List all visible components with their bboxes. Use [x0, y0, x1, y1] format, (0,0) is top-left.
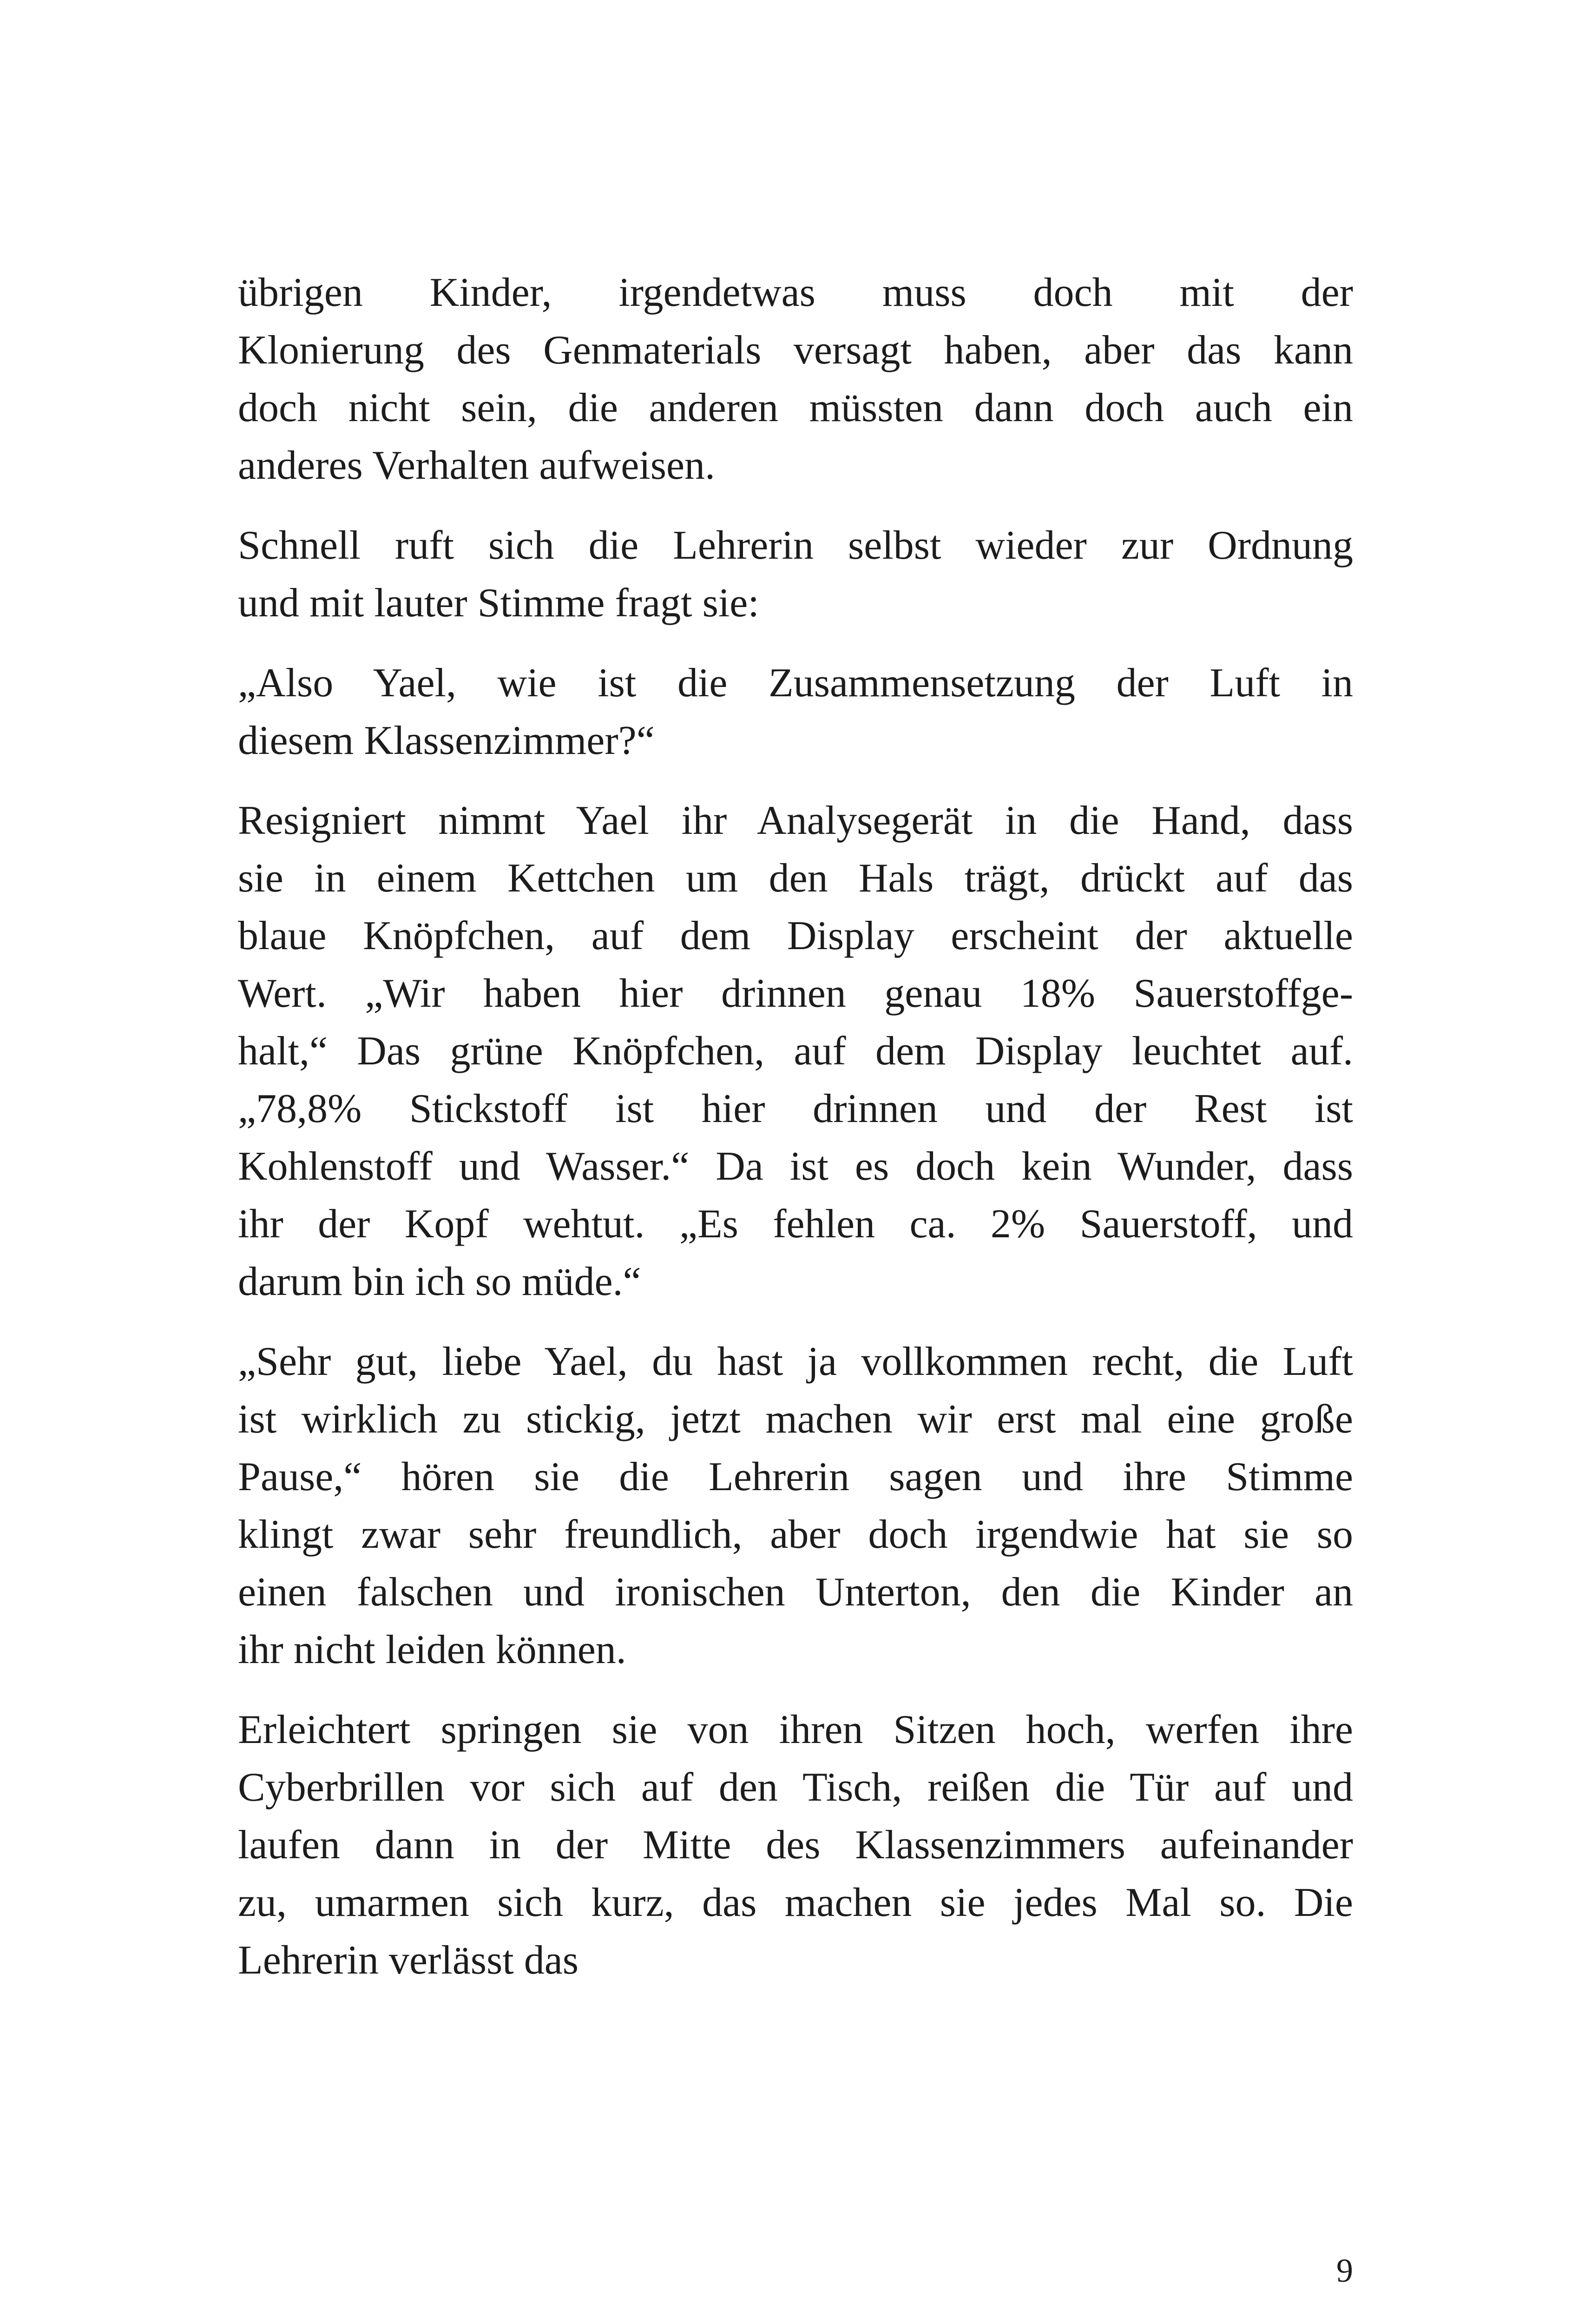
- text-line: anderes Verhalten aufweisen.: [238, 443, 716, 488]
- paragraph-3: [238, 654, 1353, 770]
- text-line: ist wirklich zu stickig, jetzt machen wir erst mal eine große: [238, 1397, 1353, 1442]
- text-line: und mit lauter Stimme fragt sie:: [238, 581, 759, 626]
- text-line: Cyberbrillen vor sich auf den Tisch, reißen die Tür auf und: [238, 1765, 1353, 1810]
- paragraph-6: [238, 1701, 1353, 1989]
- text-line: Kohlenstoff und Wasser.“ Da ist es doch kein Wunder, dass: [238, 1144, 1353, 1189]
- text-line: Erleichtert springen sie von ihren Sitzen hoch, werfen ihre: [238, 1707, 1353, 1752]
- text-line: ihr nicht leiden können.: [238, 1627, 626, 1672]
- text-line: „78,8% Stickstoff ist hier drinnen und der Rest ist: [238, 1086, 1353, 1131]
- text-line: blaue Knöpfchen, auf dem Display erscheint der aktuelle: [238, 913, 1353, 958]
- text-line: darum bin ich so müde.“: [238, 1259, 641, 1304]
- text-line: sie in einem Kettchen um den Hals trägt, drückt auf das: [238, 856, 1353, 901]
- text-line: doch nicht sein, die anderen müssten dann doch auch ein: [238, 385, 1353, 430]
- text-line: übrigen Kinder, irgendetwas muss doch mit der: [238, 270, 1353, 315]
- text-line: „Also Yael, wie ist die Zusammensetzung der Luft in: [238, 660, 1353, 706]
- text-line: „Sehr gut, liebe Yael, du hast ja vollkommen recht, die Luft: [238, 1339, 1353, 1384]
- text-line: Pause,“ hören sie die Lehrerin sagen und ihre Stimme: [238, 1454, 1353, 1499]
- text-line: Resigniert nimmt Yael ihr Analysegerät in die Hand, dass: [238, 798, 1353, 843]
- text-line: Klonierung des Genmaterials versagt haben, aber das kann: [238, 328, 1353, 373]
- text-line: klingt zwar sehr freundlich, aber doch irgendwie hat sie so: [238, 1512, 1353, 1557]
- text-line: Lehrerin verlässt das: [238, 1938, 579, 1983]
- text-line: ihr der Kopf wehtut. „Es fehlen ca. 2% Sauerstoff, und: [238, 1202, 1353, 1247]
- paragraph-4: [238, 792, 1353, 1311]
- text-line: halt,“ Das grüne Knöpfchen, auf dem Display leuchtet auf.: [238, 1029, 1353, 1074]
- text-line: diesem Klassenzimmer?“: [238, 718, 655, 763]
- text-line: Schnell ruft sich die Lehrerin selbst wieder zur Ordnung: [238, 523, 1353, 568]
- text-line: einen falschen und ironischen Unterton, den die Kinder an: [238, 1570, 1353, 1615]
- paragraph-1: [238, 264, 1353, 495]
- paragraph-5: [238, 1333, 1353, 1679]
- text-line: zu, umarmen sich kurz, das machen sie jedes Mal so. Die: [238, 1880, 1353, 1925]
- paragraph-2: [238, 517, 1353, 632]
- page-number: 9: [1336, 2252, 1353, 2289]
- body-text: [238, 264, 1353, 2012]
- text-line: laufen dann in der Mitte des Klassenzimmers aufeinander: [238, 1822, 1353, 1868]
- text-line: Wert. „Wir haben hier drinnen genau 18% Sauerstoffge-: [238, 971, 1353, 1016]
